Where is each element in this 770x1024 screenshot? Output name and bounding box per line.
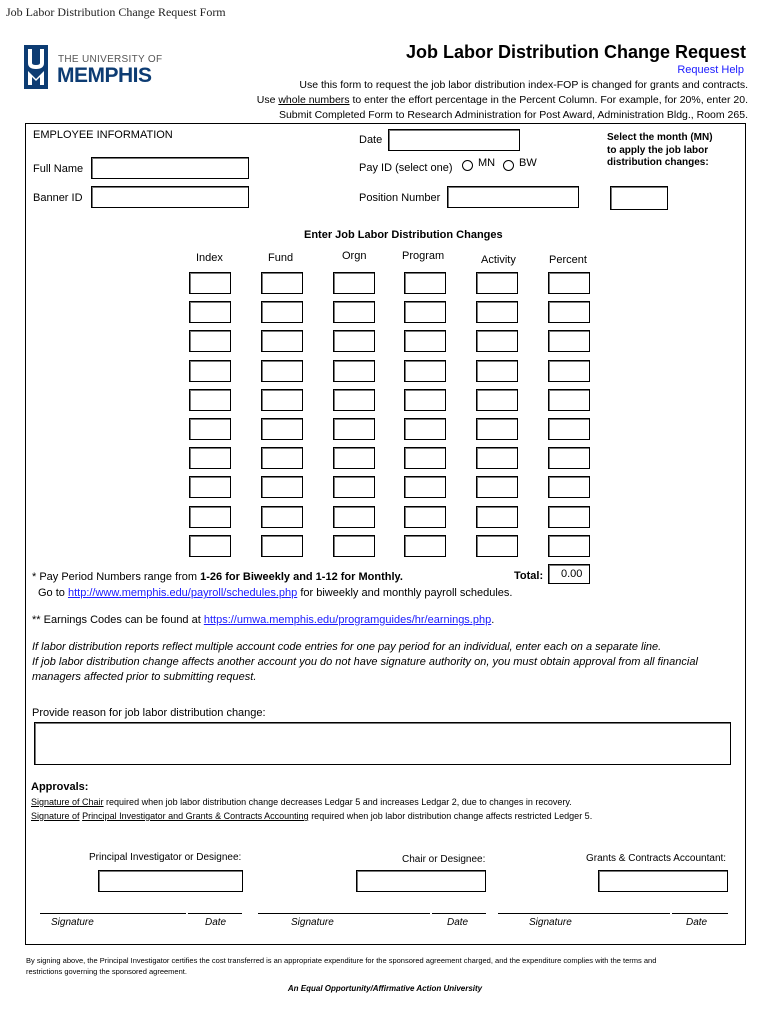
- pay-period-note: * Pay Period Numbers range from 1-26 for Biweekly and 1-12 for Monthly.: [32, 571, 403, 583]
- cell-index-row-4[interactable]: [189, 360, 231, 382]
- cell-orgn-row-5[interactable]: [333, 389, 375, 411]
- cell-index-row-7[interactable]: [189, 447, 231, 469]
- cell-program-row-1[interactable]: [404, 272, 446, 294]
- earnings-note: ** Earnings Codes can be found at https://umwa.memphis.edu/programguides/hr/earnings.php.: [32, 614, 495, 626]
- cell-percent-row-10[interactable]: [548, 535, 590, 557]
- cell-percent-row-1[interactable]: [548, 272, 590, 294]
- approvals-line2: Signature of Principal Investigator and Grants & Contracts Accounting required when job labor distribution change affects restricted Ledger 5.: [31, 811, 593, 821]
- cell-index-row-2[interactable]: [189, 301, 231, 323]
- earnings-link[interactable]: https://umwa.memphis.edu/programguides/hr/earnings.php: [203, 614, 492, 626]
- request-help-link[interactable]: Request Help: [677, 64, 744, 76]
- schedules-note: Go to http://www.memphis.edu/payroll/schedules.php for biweekly and monthly payroll schedules.: [38, 587, 513, 599]
- cell-orgn-row-8[interactable]: [333, 476, 375, 498]
- cell-orgn-row-7[interactable]: [333, 447, 375, 469]
- form-frame: [25, 123, 746, 945]
- chair-date-line: [432, 913, 486, 914]
- cell-activity-row-1[interactable]: [476, 272, 518, 294]
- instruction-line2: Use whole numbers to enter the effort percentage in the Percent Column. For example, for 20%, enter 20.: [256, 94, 748, 106]
- italic-notes: If labor distribution reports reflect multiple account code entries for one pay period for an individual, enter each on a separate line. If job labor distribution change affects another account you do not have signature authority on, you must obtain approval from all financial managers affected prior to submitting request.: [32, 641, 698, 683]
- pay-id-bw-radio[interactable]: [503, 160, 514, 171]
- gc-date-caption: Date: [686, 917, 708, 928]
- cell-program-row-10[interactable]: [404, 535, 446, 557]
- pi-signature-caption: Signature: [51, 917, 94, 928]
- cell-program-row-2[interactable]: [404, 301, 446, 323]
- cell-percent-row-2[interactable]: [548, 301, 590, 323]
- cell-orgn-row-4[interactable]: [333, 360, 375, 382]
- cell-orgn-row-1[interactable]: [333, 272, 375, 294]
- cell-index-row-8[interactable]: [189, 476, 231, 498]
- logo-line2: MEMPHIS: [57, 64, 152, 87]
- cell-program-row-5[interactable]: [404, 389, 446, 411]
- header-instructions: [257, 78, 748, 123]
- pi-date-caption: Date: [205, 917, 227, 928]
- position-number-input[interactable]: [447, 186, 579, 208]
- cell-percent-row-8[interactable]: [548, 476, 590, 498]
- cell-index-row-9[interactable]: [189, 506, 231, 528]
- column-header-orgn: Orgn: [342, 250, 367, 262]
- gc-signature-field[interactable]: [598, 870, 728, 892]
- full-name-label: Full Name: [33, 163, 84, 175]
- document-title-bar: Job Labor Distribution Change Request Form: [6, 5, 226, 19]
- banner-id-label: Banner ID: [33, 192, 83, 204]
- column-header-program: Program: [402, 250, 445, 262]
- gc-signature-caption: Signature: [529, 917, 572, 928]
- cell-orgn-row-6[interactable]: [333, 418, 375, 440]
- cell-activity-row-10[interactable]: [476, 535, 518, 557]
- schedules-link[interactable]: http://www.memphis.edu/payroll/schedules.php: [67, 587, 298, 599]
- chair-signature-field[interactable]: [356, 870, 486, 892]
- cell-orgn-row-2[interactable]: [333, 301, 375, 323]
- form-title: Job Labor Distribution Change Request: [405, 42, 746, 62]
- gc-label: Grants & Contracts Accountant:: [586, 853, 727, 864]
- cell-fund-row-1[interactable]: [261, 272, 303, 294]
- column-header-fund: Fund: [268, 252, 294, 264]
- cell-activity-row-9[interactable]: [476, 506, 518, 528]
- cell-program-row-4[interactable]: [404, 360, 446, 382]
- pi-label: Principal Investigator or Designee:: [89, 852, 242, 863]
- cell-percent-row-5[interactable]: [548, 389, 590, 411]
- date-label: Date: [359, 134, 383, 146]
- pay-id-mn-label: MN: [478, 157, 496, 169]
- cell-percent-row-4[interactable]: [548, 360, 590, 382]
- instruction-line1: Use this form to request the job labor distribution index-FOP is changed for grants and contracts.: [299, 79, 748, 91]
- cell-activity-row-2[interactable]: [476, 301, 518, 323]
- changes-heading: Enter Job Labor Distribution Changes: [304, 229, 503, 241]
- pi-date-line: [188, 913, 242, 914]
- column-header-activity: Activity: [481, 254, 516, 266]
- cell-fund-row-6[interactable]: [261, 418, 303, 440]
- date-input[interactable]: [388, 129, 520, 151]
- month-input[interactable]: [610, 186, 668, 210]
- cell-activity-row-8[interactable]: [476, 476, 518, 498]
- instruction-line3: Submit Completed Form to Research Administration for Post Award, Administration Bldg., Room 265.: [278, 109, 748, 121]
- full-name-input[interactable]: [91, 157, 249, 179]
- cell-program-row-3[interactable]: [404, 330, 446, 352]
- cell-fund-row-9[interactable]: [261, 506, 303, 528]
- cell-program-row-7[interactable]: [404, 447, 446, 469]
- cell-index-row-5[interactable]: [189, 389, 231, 411]
- pi-signature-line: [40, 913, 186, 914]
- chair-signature-line: [258, 913, 430, 914]
- gc-signature-line: [498, 913, 670, 914]
- cell-orgn-row-10[interactable]: [333, 535, 375, 557]
- cell-percent-row-9[interactable]: [548, 506, 590, 528]
- reason-label: Provide reason for job labor distribution change:: [32, 707, 266, 719]
- certification-text: By signing above, the Principal Investigator certifies the cost transferred is an appropriate expenditure for the sponsored agreement charged, and the expenditure complies with the terms and restrictions governing the sponsored agreement.: [26, 956, 657, 976]
- position-number-label: Position Number: [359, 192, 441, 204]
- cell-fund-row-10[interactable]: [261, 535, 303, 557]
- total-field: [548, 564, 590, 584]
- pi-signature-field[interactable]: [98, 870, 243, 892]
- cell-fund-row-4[interactable]: [261, 360, 303, 382]
- banner-id-input[interactable]: [91, 186, 249, 208]
- cell-fund-row-7[interactable]: [261, 447, 303, 469]
- cell-activity-row-4[interactable]: [476, 360, 518, 382]
- cell-index-row-6[interactable]: [189, 418, 231, 440]
- cell-program-row-9[interactable]: [404, 506, 446, 528]
- column-header-index: Index: [196, 252, 223, 264]
- cell-activity-row-5[interactable]: [476, 389, 518, 411]
- cell-index-row-10[interactable]: [189, 535, 231, 557]
- cell-index-row-1[interactable]: [189, 272, 231, 294]
- cell-activity-row-6[interactable]: [476, 418, 518, 440]
- logo-line1: THE UNIVERSITY OF: [58, 54, 163, 65]
- cell-percent-row-3[interactable]: [548, 330, 590, 352]
- cell-orgn-row-9[interactable]: [333, 506, 375, 528]
- cell-percent-row-7[interactable]: [548, 447, 590, 469]
- pay-id-label: Pay ID (select one): [359, 162, 453, 174]
- university-logo: [24, 45, 164, 91]
- cell-percent-row-6[interactable]: [548, 418, 590, 440]
- equal-opportunity-footer: An Equal Opportunity/Affirmative Action University: [287, 984, 483, 993]
- cell-fund-row-5[interactable]: [261, 389, 303, 411]
- column-header-percent: Percent: [549, 254, 587, 266]
- cell-activity-row-7[interactable]: [476, 447, 518, 469]
- month-note: Select the month (MN) to apply the job labor distribution changes:: [607, 132, 713, 168]
- um-logo-icon: [24, 45, 48, 89]
- chair-date-caption: Date: [447, 917, 469, 928]
- reason-textarea[interactable]: [34, 722, 731, 765]
- cell-fund-row-8[interactable]: [261, 476, 303, 498]
- cell-activity-row-3[interactable]: [476, 330, 518, 352]
- approvals-line1: Signature of Chair required when job labor distribution change decreases Ledgar 5 and increases Ledgar 2, due to changes in recovery.: [31, 797, 572, 807]
- total-label: Total:: [514, 570, 544, 582]
- gc-date-line: [672, 913, 728, 914]
- pay-id-bw-label: BW: [519, 157, 537, 169]
- chair-signature-caption: Signature: [291, 917, 334, 928]
- approvals-heading: Approvals:: [31, 781, 89, 793]
- total-value: 0.00: [561, 568, 583, 580]
- cell-index-row-3[interactable]: [189, 330, 231, 352]
- cell-orgn-row-3[interactable]: [333, 330, 375, 352]
- pay-id-mn-radio[interactable]: [462, 160, 473, 171]
- cell-program-row-8[interactable]: [404, 476, 446, 498]
- cell-fund-row-3[interactable]: [261, 330, 303, 352]
- employee-section-label: EMPLOYEE INFORMATION: [33, 129, 173, 141]
- cell-program-row-6[interactable]: [404, 418, 446, 440]
- chair-label: Chair or Designee:: [402, 854, 486, 865]
- cell-fund-row-2[interactable]: [261, 301, 303, 323]
